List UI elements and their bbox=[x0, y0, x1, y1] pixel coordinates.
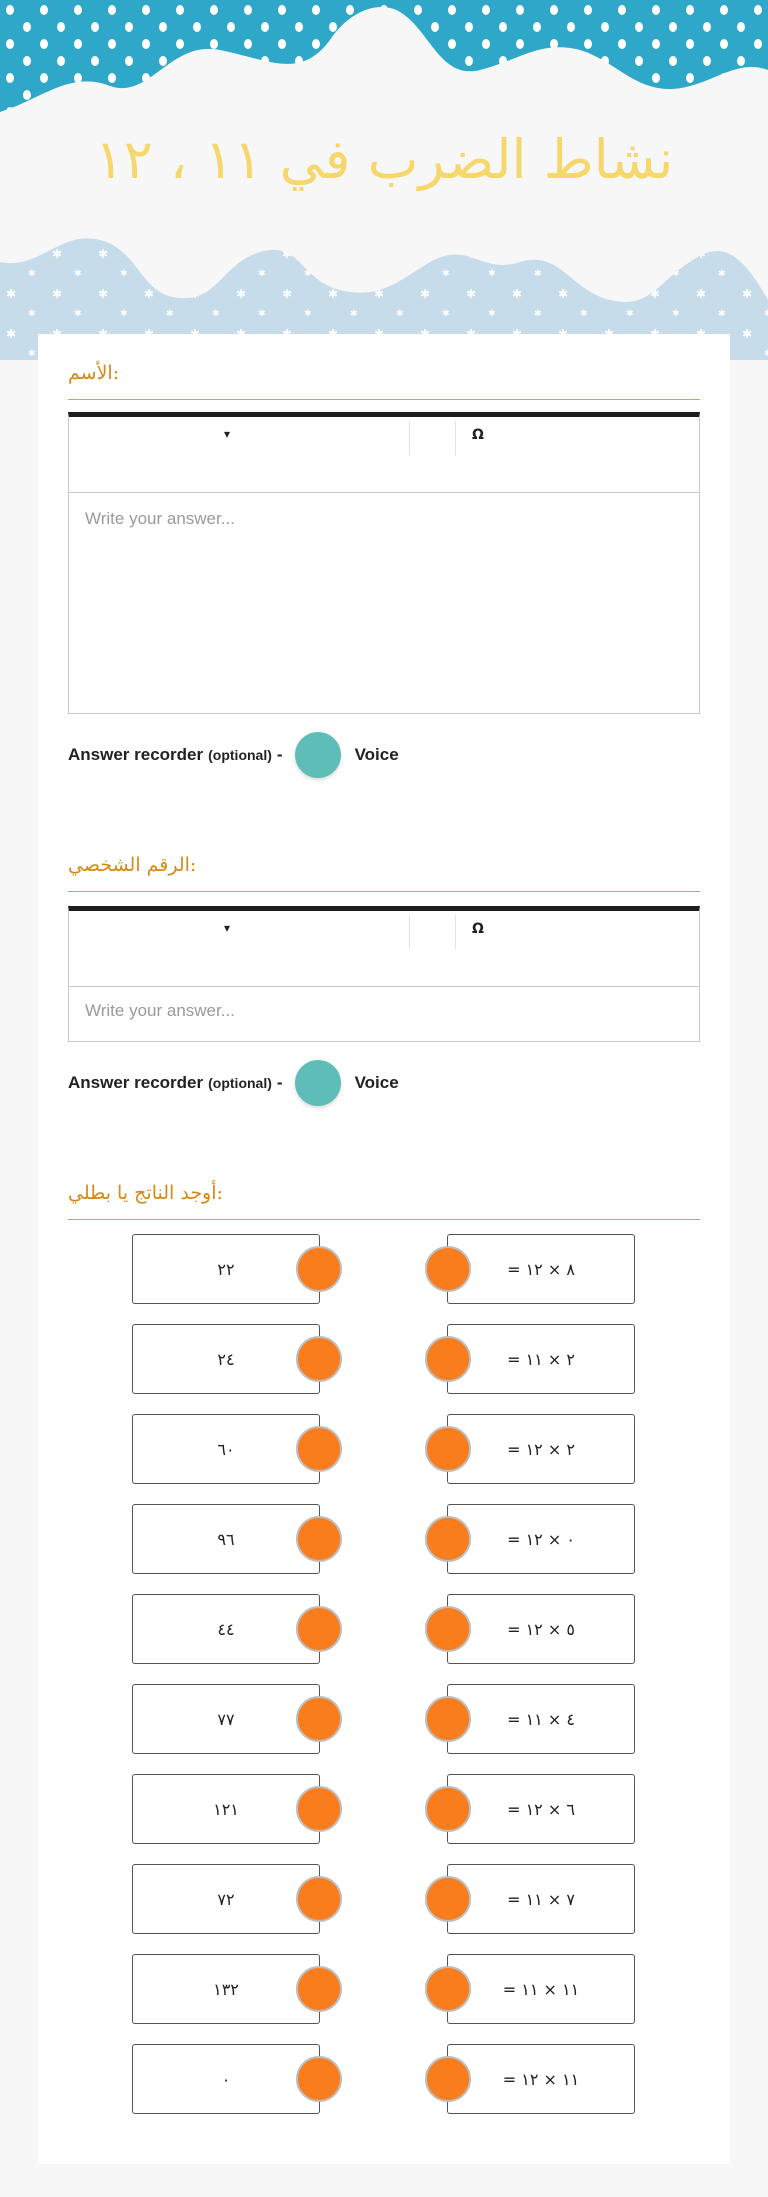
toolbar-divider bbox=[409, 421, 410, 455]
match-connector-dot[interactable] bbox=[425, 2056, 471, 2102]
match-connector-dot[interactable] bbox=[425, 1876, 471, 1922]
voice-record-button[interactable] bbox=[295, 1060, 341, 1106]
match-row bbox=[38, 1864, 730, 1934]
match-answer-box[interactable]: ٠ bbox=[132, 2044, 320, 2114]
match-row bbox=[38, 1594, 730, 1664]
recorder-optional: (optional) bbox=[208, 747, 272, 763]
match-row bbox=[38, 1954, 730, 2024]
match-question-box[interactable]: ٥ × ١٢ = bbox=[447, 1594, 635, 1664]
match-answer-box[interactable]: ٧٢ bbox=[132, 1864, 320, 1934]
question-label-name: الأسم: bbox=[68, 362, 700, 400]
voice-record-button[interactable] bbox=[295, 732, 341, 778]
question-label-product: أوجد الناتج يا بطلي: bbox=[68, 1182, 700, 1220]
match-row bbox=[38, 1234, 730, 1304]
match-connector-dot[interactable] bbox=[296, 1696, 342, 1742]
recorder-dash: - bbox=[276, 745, 283, 764]
match-row bbox=[38, 1774, 730, 1844]
recorder-label: Answer recorder bbox=[68, 1073, 204, 1092]
match-row bbox=[38, 2044, 730, 2114]
name-answer-editor bbox=[68, 412, 700, 714]
match-answer-box[interactable]: ٤٤ bbox=[132, 1594, 320, 1664]
match-question-box[interactable]: ١١ × ١١ = bbox=[447, 1954, 635, 2024]
match-connector-dot[interactable] bbox=[425, 1966, 471, 2012]
editor-toolbar bbox=[69, 417, 699, 493]
header-banner bbox=[0, 0, 768, 360]
match-question-box[interactable]: ٨ × ١٢ = bbox=[447, 1234, 635, 1304]
match-connector-dot[interactable] bbox=[425, 1336, 471, 1382]
match-row bbox=[38, 1414, 730, 1484]
voice-label: Voice bbox=[354, 1073, 399, 1092]
toolbar-divider bbox=[409, 915, 410, 949]
match-connector-dot[interactable] bbox=[296, 1426, 342, 1472]
match-question-box[interactable]: ٢ × ١٢ = bbox=[447, 1414, 635, 1484]
id-answer-input[interactable]: Write your answer... bbox=[85, 1001, 235, 1020]
match-connector-dot[interactable] bbox=[296, 1966, 342, 2012]
recorder-label: Answer recorder bbox=[68, 745, 204, 764]
match-answer-box[interactable]: ٩٦ bbox=[132, 1504, 320, 1574]
special-character-button[interactable]: Ω bbox=[472, 921, 484, 937]
match-connector-dot[interactable] bbox=[296, 1606, 342, 1652]
match-answer-box[interactable]: ١٣٢ bbox=[132, 1954, 320, 2024]
voice-label: Voice bbox=[354, 745, 399, 764]
match-connector-dot[interactable] bbox=[425, 1246, 471, 1292]
match-connector-dot[interactable] bbox=[425, 1606, 471, 1652]
match-connector-dot[interactable] bbox=[296, 1786, 342, 1832]
match-connector-dot[interactable] bbox=[425, 1786, 471, 1832]
match-question-box[interactable]: ٢ × ١١ = bbox=[447, 1324, 635, 1394]
answer-recorder bbox=[68, 733, 399, 777]
match-question-box[interactable]: ٠ × ١٢ = bbox=[447, 1504, 635, 1574]
match-connector-dot[interactable] bbox=[296, 2056, 342, 2102]
worksheet-card bbox=[38, 334, 730, 2164]
match-answer-box[interactable]: ٧٧ bbox=[132, 1684, 320, 1754]
match-connector-dot[interactable] bbox=[425, 1426, 471, 1472]
match-row bbox=[38, 1324, 730, 1394]
caret-down-icon[interactable]: ▾ bbox=[224, 427, 231, 441]
special-character-button[interactable]: Ω bbox=[472, 427, 484, 443]
match-answer-box[interactable]: ١٢١ bbox=[132, 1774, 320, 1844]
match-connector-dot[interactable] bbox=[425, 1696, 471, 1742]
match-answer-box[interactable]: ٢٢ bbox=[132, 1234, 320, 1304]
question-label-id: الرقم الشخصي: bbox=[68, 854, 700, 892]
match-connector-dot[interactable] bbox=[296, 1336, 342, 1382]
toolbar-divider bbox=[455, 421, 456, 455]
toolbar-divider bbox=[455, 915, 456, 949]
recorder-optional: (optional) bbox=[208, 1075, 272, 1091]
match-question-box[interactable]: ٦ × ١٢ = bbox=[447, 1774, 635, 1844]
name-answer-input[interactable]: Write your answer... bbox=[85, 509, 235, 528]
match-question-box[interactable]: ١١ × ١٢ = bbox=[447, 2044, 635, 2114]
match-answer-box[interactable]: ٢٤ bbox=[132, 1324, 320, 1394]
answer-recorder bbox=[68, 1061, 399, 1105]
match-row bbox=[38, 1684, 730, 1754]
match-connector-dot[interactable] bbox=[425, 1516, 471, 1562]
caret-down-icon[interactable]: ▾ bbox=[224, 921, 231, 935]
match-connector-dot[interactable] bbox=[296, 1876, 342, 1922]
match-question-box[interactable]: ٤ × ١١ = bbox=[447, 1684, 635, 1754]
match-connector-dot[interactable] bbox=[296, 1246, 342, 1292]
match-question-box[interactable]: ٧ × ١١ = bbox=[447, 1864, 635, 1934]
recorder-dash: - bbox=[276, 1073, 283, 1092]
match-answer-box[interactable]: ٦٠ bbox=[132, 1414, 320, 1484]
id-answer-editor bbox=[68, 906, 700, 1042]
editor-toolbar bbox=[69, 911, 699, 987]
match-connector-dot[interactable] bbox=[296, 1516, 342, 1562]
match-row bbox=[38, 1504, 730, 1574]
page-title: نشاط الضرب في ١١ ، ١٢ bbox=[94, 128, 674, 191]
